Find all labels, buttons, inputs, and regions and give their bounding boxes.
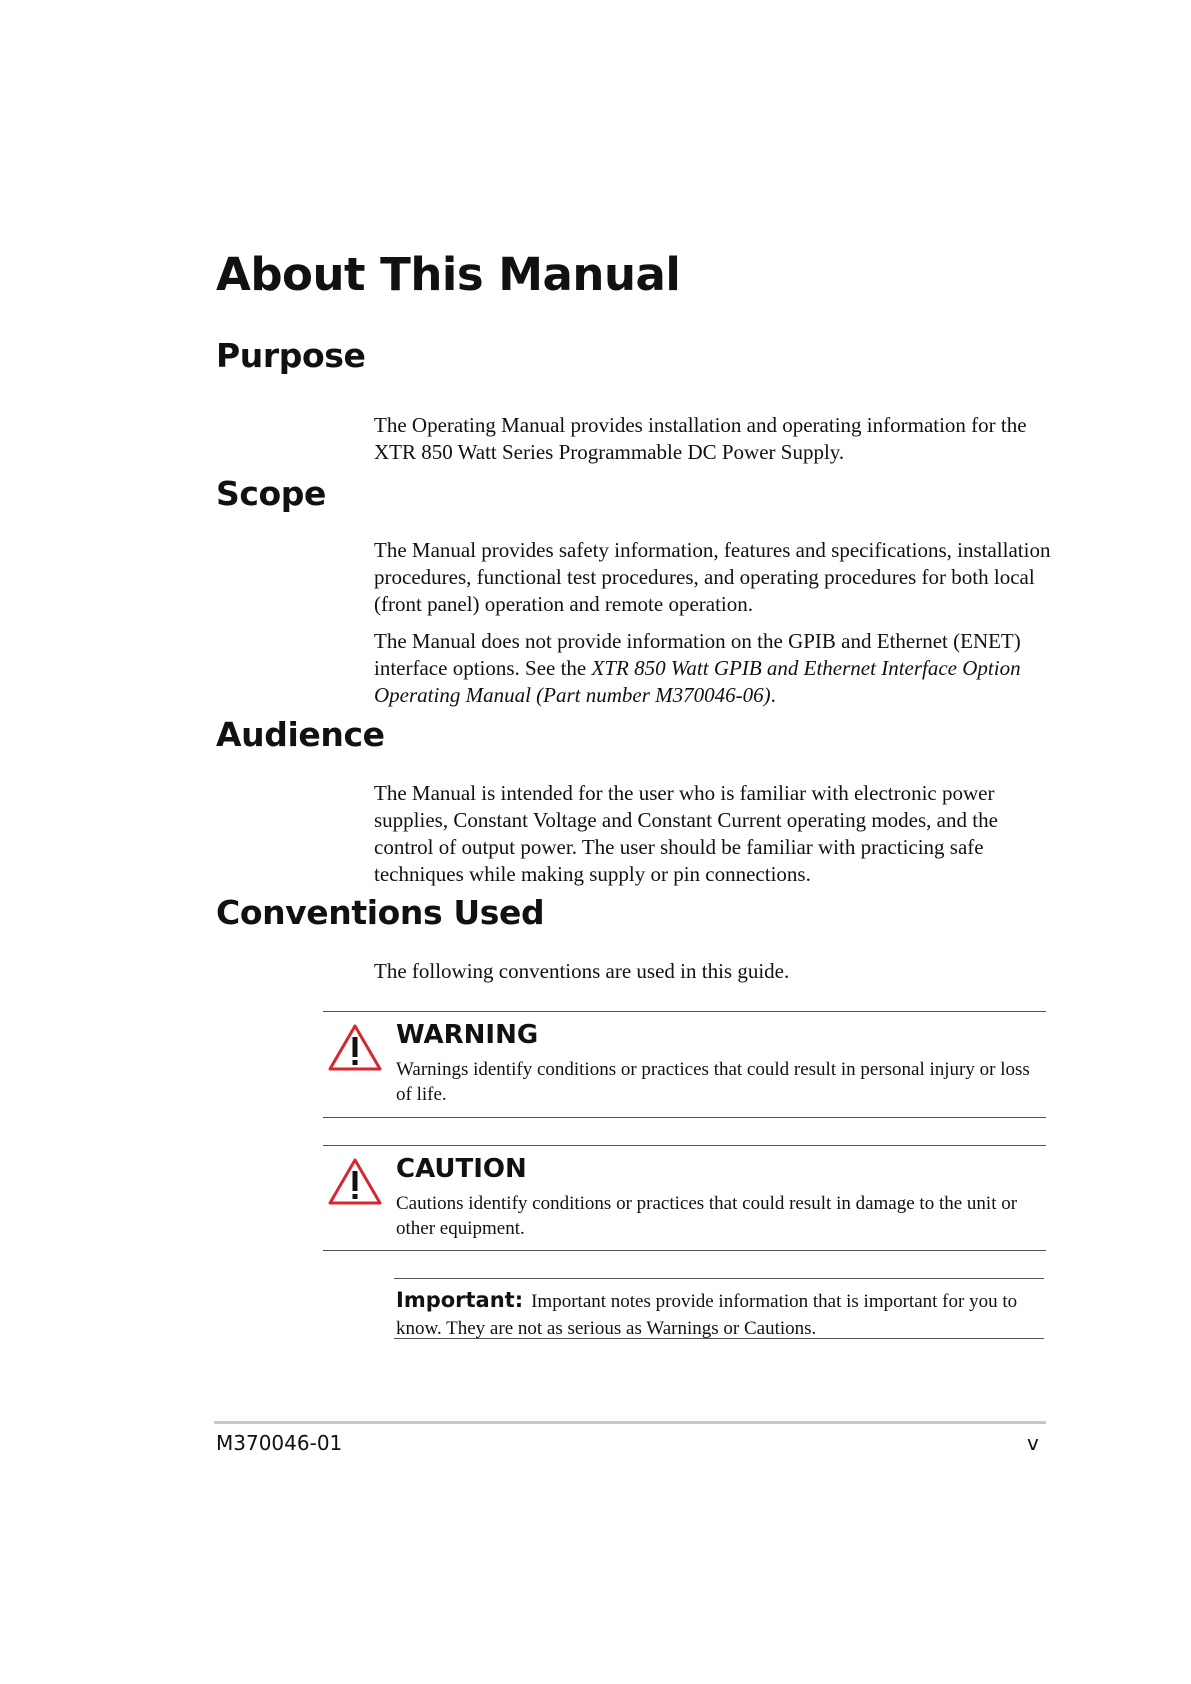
caution-triangle-icon <box>327 1157 383 1207</box>
purpose-heading: Purpose <box>216 336 366 375</box>
scope-heading: Scope <box>216 474 327 513</box>
warning-text: Warnings identify conditions or practices that could result in personal injury or loss of life. <box>396 1059 1030 1105</box>
warning-triangle-icon <box>327 1023 383 1073</box>
audience-heading: Audience <box>216 715 385 754</box>
referenced-manual-title: XTR 850 Watt GPIB and Ethernet Interface Option Operating Manual (Part number M370046-06) <box>374 656 1021 707</box>
important-text: Important notes provide information that is important for you to know. They are not as serious as Warnings or Cautions. <box>396 1291 1018 1339</box>
important-note <box>396 1287 1044 1342</box>
footer-page-number: v <box>1027 1431 1039 1455</box>
purpose-text: The Operating Manual provides installation and operating information for the XTR 850 Watt Series Programmable DC Power Supply. <box>374 413 1027 464</box>
important-top-rule <box>394 1278 1044 1279</box>
page-title: About This Manual <box>216 248 681 301</box>
warning-top-rule <box>323 1011 1046 1012</box>
scope-text-2 <box>374 628 1054 709</box>
scope-text-2-plain: The Manual does not provide information on the GPIB and Ethernet (ENET) interface options. See the <box>374 629 1021 680</box>
warning-bottom-rule <box>323 1117 1046 1118</box>
warning-title: WARNING <box>396 1020 539 1050</box>
caution-bottom-rule <box>323 1250 1046 1251</box>
important-label: Important: <box>396 1288 524 1312</box>
footer-rule <box>214 1421 1046 1424</box>
scope-text-2-end: . <box>770 683 776 707</box>
important-bottom-rule <box>394 1338 1044 1339</box>
caution-text: Cautions identify conditions or practices that could result in damage to the unit or other equipment. <box>396 1193 1018 1239</box>
conventions-intro: The following conventions are used in this guide. <box>374 959 790 983</box>
audience-text: The Manual is intended for the user who is familiar with electronic power supplies, Constant Voltage and Constant Current operating modes, and the control of output power. The user should be familiar with practicing safe techniques while making supply or pin connections. <box>374 781 998 886</box>
footer-doc-number: M370046-01 <box>216 1431 343 1455</box>
caution-title: CAUTION <box>396 1154 527 1184</box>
conventions-heading: Conventions Used <box>216 893 545 932</box>
scope-text-1: The Manual provides safety information, features and specifications, installation procedures, functional test procedures, and operating procedures for both local (front panel) operation and remote operation. <box>374 538 1051 616</box>
caution-top-rule <box>323 1145 1046 1146</box>
